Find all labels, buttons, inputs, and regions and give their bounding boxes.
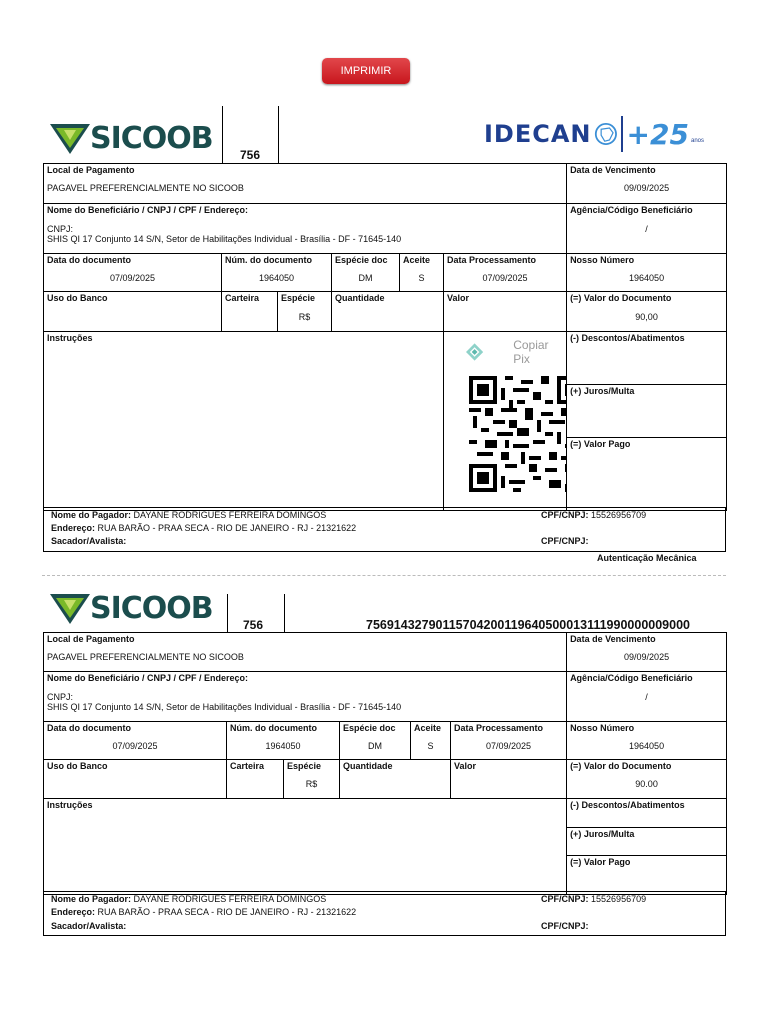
field-label: Carteira xyxy=(225,293,260,303)
anniversary-badge: +25 xyxy=(626,117,689,151)
aceite: S xyxy=(427,741,434,751)
especie-doc: DM xyxy=(368,741,382,751)
field-label: Espécie doc xyxy=(335,255,388,265)
boleto-receipt-table xyxy=(43,163,727,511)
payer-address-label: Endereço: xyxy=(51,907,96,917)
especie: R$ xyxy=(305,779,318,789)
field-label: Local de Pagamento xyxy=(47,634,135,644)
aceite: S xyxy=(418,273,425,283)
field-label: Uso do Banco xyxy=(47,761,108,771)
payer-name: DAYANE RODRIGUES FERREIRA DOMINGOS xyxy=(133,510,327,520)
field-label: Nosso Número xyxy=(570,723,635,733)
sacador-label: Sacador/Avalista: xyxy=(51,536,127,546)
payer-address: RUA BARÃO - PRAA SECA - RIO DE JANEIRO - RJ - 21321622 xyxy=(97,523,357,533)
field-label: Data do documento xyxy=(47,723,132,733)
sicoob-logo-icon xyxy=(50,590,90,626)
payer-address-label: Endereço: xyxy=(51,523,96,533)
field-label: Data do documento xyxy=(47,255,132,265)
pix-area xyxy=(444,332,567,511)
divider xyxy=(284,594,285,632)
nosso-numero: 1964050 xyxy=(629,273,665,283)
payer-address: RUA BARÃO - PRAA SECA - RIO DE JANEIRO - RJ - 21321622 xyxy=(97,907,357,917)
cpf-label: CPF/CNPJ: xyxy=(541,921,589,931)
autenticacao-mecanica: Autenticação Mecânica xyxy=(597,553,697,563)
sicoob-logo-text: SICOOB xyxy=(90,590,213,626)
field-label: Núm. do documento xyxy=(230,723,317,733)
agencia: / xyxy=(645,224,648,234)
divider xyxy=(621,116,622,152)
agencia: / xyxy=(645,692,648,702)
field-label: (+) Juros/Multa xyxy=(570,386,635,396)
num-documento: 1964050 xyxy=(258,273,295,283)
field-label: Data de Vencimento xyxy=(570,165,656,175)
local-pagamento: PAGAVEL PREFERENCIALMENTE NO SICOOB xyxy=(47,652,244,662)
field-label: Agência/Código Beneficiário xyxy=(570,673,693,683)
field-label: (=) Valor do Documento xyxy=(570,761,672,771)
cnpj-label: CNPJ: xyxy=(47,224,74,234)
field-label: Nome do Beneficiário / CNPJ / CPF / Endereço: xyxy=(47,673,249,683)
pix-qr-code xyxy=(467,376,567,492)
num-documento: 1964050 xyxy=(265,741,301,751)
sacador-label: Sacador/Avalista: xyxy=(51,921,127,931)
divider xyxy=(227,594,228,632)
field-label: Espécie doc xyxy=(343,723,396,733)
field-label: Nosso Número xyxy=(570,255,635,265)
field-label: Data de Vencimento xyxy=(570,634,656,644)
field-label: Espécie xyxy=(287,761,322,771)
brazil-map-icon xyxy=(594,114,618,154)
field-label: Espécie xyxy=(281,293,316,303)
field-label: Núm. do documento xyxy=(225,255,312,265)
especie-doc: DM xyxy=(358,273,373,283)
vencimento: 09/09/2025 xyxy=(624,652,670,662)
field-label: Nome do Beneficiário / CNPJ / CPF / Endereço: xyxy=(47,205,249,215)
pix-icon xyxy=(466,343,483,361)
cpf-label: CPF/CNPJ: xyxy=(541,536,589,546)
anniversary-sub: anos xyxy=(690,138,704,144)
data-processamento: 07/09/2025 xyxy=(486,741,532,751)
cnpj-label: CNPJ: xyxy=(47,692,74,702)
payer-name-label: Nome do Pagador: xyxy=(51,894,132,904)
field-label: Data Processamento xyxy=(454,723,544,733)
vencimento: 09/09/2025 xyxy=(624,183,670,193)
field-label: Instruções xyxy=(47,800,93,810)
beneficiario-endereco: SHIS QI 17 Conjunto 14 S/N, Setor de Habilitações Individual - Brasília - DF - 71645-140 xyxy=(47,234,402,244)
bank-code: 756 xyxy=(240,148,261,162)
idecan-logo xyxy=(484,112,704,156)
data-documento: 07/09/2025 xyxy=(112,741,158,751)
payer-name: DAYANE RODRIGUES FERREIRA DOMINGOS xyxy=(133,894,327,904)
valor-documento: 90.00 xyxy=(635,779,658,789)
field-label: Agência/Código Beneficiário xyxy=(570,205,693,215)
divider xyxy=(222,106,223,163)
sicoob-logo xyxy=(50,120,213,156)
field-label: (+) Juros/Multa xyxy=(570,829,635,839)
payer-block xyxy=(43,891,726,936)
sicoob-logo-text: SICOOB xyxy=(90,120,213,156)
field-label: Aceite xyxy=(403,255,431,265)
field-label: Carteira xyxy=(230,761,265,771)
field-label: (=) Valor Pago xyxy=(570,857,631,867)
beneficiario-endereco: SHIS QI 17 Conjunto 14 S/N, Setor de Habilitações Individual - Brasília - DF - 71645-140 xyxy=(47,702,402,712)
field-label: Valor xyxy=(447,293,470,303)
cut-line xyxy=(42,575,726,576)
field-label: Data Processamento xyxy=(447,255,537,265)
field-label: Valor xyxy=(454,761,477,771)
cpf-label: CPF/CNPJ: xyxy=(541,510,589,520)
copy-pix-label: Copiar Pix xyxy=(513,338,549,366)
payer-block xyxy=(43,507,726,552)
data-processamento: 07/09/2025 xyxy=(482,273,528,283)
boleto-bank-table xyxy=(43,632,727,895)
print-button[interactable]: IMPRIMIR xyxy=(322,58,410,84)
field-label: Quantidade xyxy=(343,761,393,771)
bank-code: 756 xyxy=(243,618,264,632)
field-label: Quantidade xyxy=(335,293,385,303)
field-label: (-) Descontos/Abatimentos xyxy=(570,800,685,810)
idecan-logo-text: IDECAN xyxy=(484,120,592,148)
field-label: (=) Valor do Documento xyxy=(570,293,672,303)
valor-documento: 90,00 xyxy=(635,312,658,322)
local-pagamento: PAGAVEL PREFERENCIALMENTE NO SICOOB xyxy=(47,183,244,193)
divider xyxy=(278,106,279,163)
field-label: Uso do Banco xyxy=(47,293,108,303)
field-label: (-) Descontos/Abatimentos xyxy=(570,333,685,343)
field-label: Aceite xyxy=(414,723,442,733)
field-label: Local de Pagamento xyxy=(47,165,135,175)
cpf-label: CPF/CNPJ: xyxy=(541,894,589,904)
nosso-numero: 1964050 xyxy=(629,741,665,751)
payer-cpf: 15526956709 xyxy=(591,510,647,520)
field-label: Instruções xyxy=(47,333,93,343)
sicoob-logo xyxy=(50,590,213,626)
sicoob-logo-icon xyxy=(50,120,90,156)
payer-name-label: Nome do Pagador: xyxy=(51,510,132,520)
especie: R$ xyxy=(298,312,311,322)
digitable-line[interactable]: 75691432790115704200119640500013111990000009000 xyxy=(366,618,690,632)
copy-pix-button[interactable] xyxy=(466,338,566,366)
payer-cpf: 15526956709 xyxy=(591,894,647,904)
field-label: (=) Valor Pago xyxy=(570,439,631,449)
data-documento: 07/09/2025 xyxy=(109,273,156,283)
